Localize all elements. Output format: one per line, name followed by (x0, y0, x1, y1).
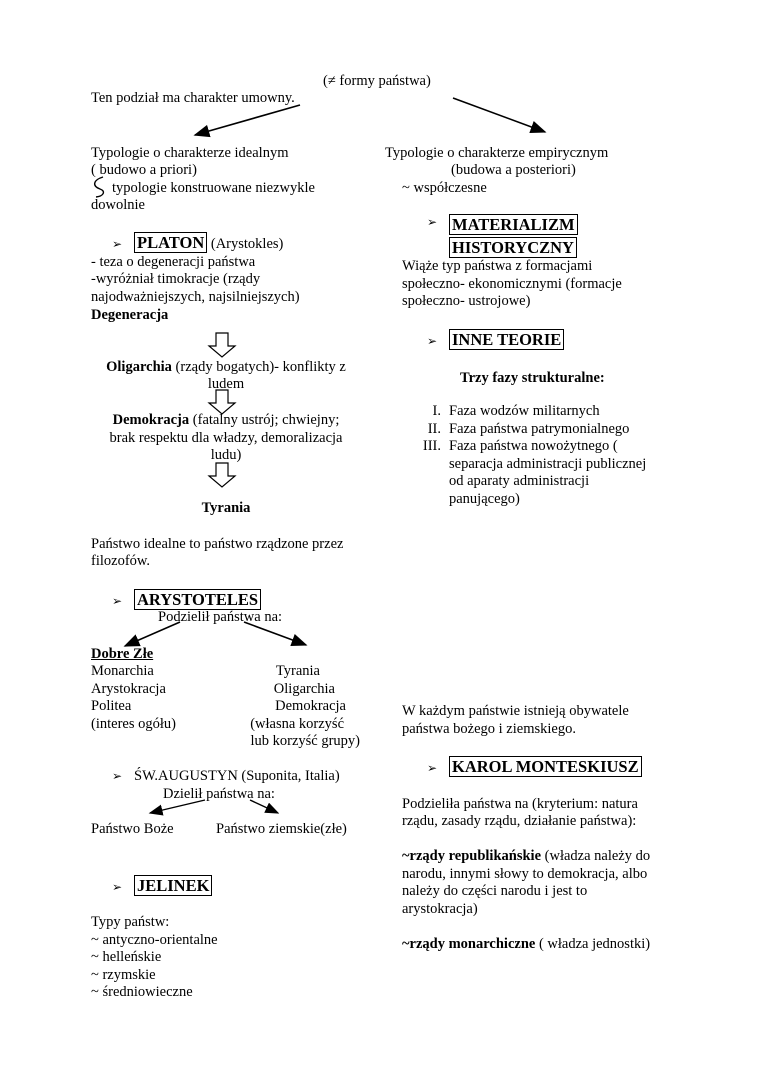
phase-item-cont (401, 491, 646, 509)
emp-title: Typologie o charakterze empirycznym (385, 145, 609, 161)
oligarchia-label: Oligarchia (106, 359, 172, 375)
rep-label: ~rządy republikańskie (402, 848, 542, 864)
jelinek-item: ~ średniowieczne (91, 984, 193, 1000)
jelinek-typy: Typy państw: (91, 914, 170, 930)
umowny-note: Ten podział ma charakter umowny. (91, 90, 295, 106)
bad-form: Demokracja (275, 698, 346, 714)
arrow-bullet-icon: ➢ (427, 215, 438, 229)
panstwo-boze: Państwo Boże (91, 821, 174, 837)
good-forms-list (91, 663, 176, 733)
rep-line3: należy do części narodu i jest to (402, 883, 588, 899)
platon-line3: najodważniejszych, najsilniejszych) (91, 289, 300, 305)
demokracja-line3: ludu) (210, 447, 242, 463)
phase-text: Faza państwa patrymonialnego (449, 420, 630, 437)
jelinek-item: ~ antyczno-orientalne (91, 931, 218, 948)
squiggle-icon (95, 177, 104, 197)
arrow-left-icon (195, 105, 300, 135)
oligarchia-block (91, 359, 361, 377)
demokracja-line2: brak respektu dla władzy, demoralizacja (109, 430, 343, 446)
good-form: Arystokracja (91, 680, 166, 697)
emp-sub: (budowa a posteriori) (451, 162, 576, 178)
degeneracja-label: Degeneracja (91, 307, 169, 323)
demokracja-label: Demokracja (112, 412, 190, 428)
phase-text: Faza państwa nowożytnego ( (449, 438, 618, 454)
bad-forms-list (230, 663, 360, 751)
phase-text: Faza wodzów militarnych (449, 403, 600, 419)
bad-form: lub korzyść grupy) (250, 733, 360, 749)
arrow-bullet-icon: ➢ (112, 237, 123, 251)
jelinek-list (91, 914, 218, 1002)
mon-block (402, 936, 650, 954)
jelinek-item: ~ helleńskie (91, 949, 162, 965)
platon-heading (112, 232, 283, 254)
jelinek-item: ~ rzymskie (91, 966, 156, 983)
rep-block (402, 848, 650, 866)
tyrania-label: Tyrania (201, 500, 251, 516)
monteskiusz-name: KAROL MONTESKIUSZ (449, 756, 642, 777)
mon-label: ~rządy monarchiczne (402, 936, 536, 952)
phase-text: od aparaty administracji (449, 473, 590, 489)
monteskiusz-desc-2: rządu, zasady rządu, działanie państwa): (402, 813, 637, 829)
jelinek-name: JELINEK (134, 875, 212, 896)
ideal-state-2: filozofów. (91, 553, 151, 569)
phase-num: III. (422, 438, 441, 454)
arrow-bullet-icon: ➢ (427, 334, 438, 348)
monteskiusz-desc-1: Podzieliła państwa na (kryterium: natura (402, 796, 638, 812)
dobre-zle-label: Dobre Złe (91, 646, 154, 662)
materializm-heading (427, 214, 449, 232)
demokracja-desc: (fatalny ustrój; chwiejny; (192, 412, 340, 428)
phases-list (401, 403, 646, 508)
augustyn-dzielil: Dzielił państwa na: (163, 786, 275, 802)
platon-alias: (Arystokles) (210, 236, 284, 252)
phase-item (401, 438, 646, 456)
emp-note: ~ współczesne (402, 180, 487, 196)
phase-text: separacja administracji publicznej (449, 455, 647, 472)
fazy-title: Trzy fazy strukturalne: (460, 370, 605, 386)
augustyn-name: ŚW.AUGUSTYN (Suponita, Italia) (134, 768, 340, 784)
bad-form: (własna korzyść (250, 715, 344, 732)
good-form: Politea (91, 698, 132, 714)
arystoteles-name: ARYSTOTELES (134, 589, 261, 610)
inne-heading (427, 329, 564, 351)
demokracja-block (91, 412, 361, 430)
phase-item-cont (401, 473, 646, 491)
phase-text: panującego) (449, 490, 520, 507)
ideal-note-1: typologie konstruowane niezwykle (112, 180, 315, 196)
ideal-note-2: dowolnie (91, 197, 145, 213)
phase-item (401, 421, 646, 439)
jelinek-heading (112, 875, 212, 897)
arystoteles-heading (112, 589, 261, 611)
platon-name: PLATON (134, 232, 207, 253)
platon-line1: - teza o degeneracji państwa (91, 254, 256, 270)
ideal-state-1: Państwo idealne to państwo rządzone przez (91, 536, 344, 552)
phase-num: I. (432, 403, 441, 419)
arystoteles-podzielil: Podzielił państwa na: (158, 609, 283, 625)
arrow-bullet-icon: ➢ (112, 880, 123, 894)
materializm-desc-3: społeczno- ustrojowe) (402, 293, 531, 309)
oligarchia-desc: (rządy bogatych)- konflikty z (175, 359, 346, 375)
augustyn-heading (112, 768, 340, 786)
arrow-right-icon (453, 98, 545, 132)
inne-name: INNE TEORIE (449, 329, 564, 350)
good-form: Monarchia (91, 663, 154, 679)
phase-item (401, 403, 646, 421)
materializm-desc-2: społeczno- ekonomicznymi (formacje (402, 276, 622, 292)
formy-note: (≠ formy państwa) (323, 73, 431, 89)
materializm-desc-1: Wiąże typ państwa z formacjami (402, 258, 593, 274)
materializm-name-1: MATERIALIZM (449, 214, 578, 235)
rep-line4: arystokracja) (402, 901, 478, 917)
good-form: (interes ogółu) (91, 715, 176, 732)
arrow-bullet-icon: ➢ (112, 594, 123, 608)
bad-form: Oligarchia (273, 680, 335, 697)
arrow-bullet-icon: ➢ (427, 761, 438, 775)
obywatele-1: W każdym państwie istnieją obywatele (402, 703, 629, 719)
ideal-sub: ( budowo a priori) (91, 162, 197, 178)
obywatele-2: państwa bożego i ziemskiego. (402, 721, 576, 737)
panstwo-ziemskie: Państwo ziemskie(złe) (216, 821, 347, 837)
bad-form: Tyrania (275, 663, 320, 679)
mon-desc: ( władza jednostki) (538, 936, 651, 952)
rep-line2: narodu, innymi słowy to demokracja, albo (402, 866, 648, 882)
arrow-bullet-icon: ➢ (112, 769, 123, 783)
materializm-name-2: HISTORYCZNY (449, 237, 577, 258)
monteskiusz-heading (427, 756, 642, 778)
materializm-name-box (449, 214, 578, 260)
oligarchia-line2: ludem (207, 376, 245, 392)
rep-desc: (władza należy do (544, 848, 651, 864)
platon-line2: -wyróżniał timokracje (rządy (91, 271, 261, 287)
phase-num: II. (427, 420, 441, 437)
ideal-title: Typologie o charakterze idealnym (91, 145, 289, 161)
phase-item-cont (401, 456, 646, 474)
